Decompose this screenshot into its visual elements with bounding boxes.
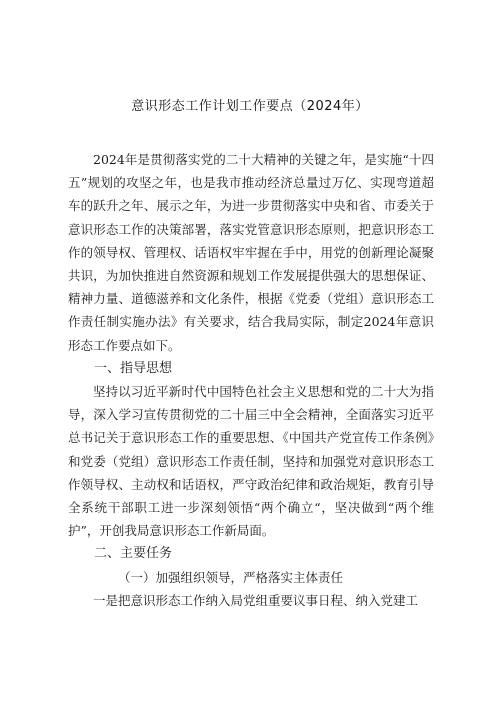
subsection-heading-organization: （一）加强组织领导，严格落实主体责任 <box>118 569 344 585</box>
document-body <box>68 148 434 612</box>
section-heading-guiding-ideology: 一、指导思想 <box>94 360 173 376</box>
intro-paragraph: 2024年是贯彻落实党的二十大精神的关键之年，是实施“十四五”规划的攻坚之年，也是我市推动经济总量过万亿、实现弯道超车的跃升之年、展示之年，为进一步贯彻落实中央和省、市委关于意识形态工作的决策部署，落实党管意识形态原则，把意识形态工作的领导权、管理权、话语权牢牢握在手中，用党的创新理论凝聚共识，为加快推进自然资源和规划工作发展提供强大的思想保证、精神力量、道德滋养和文化条件，根据《党委（党组）意识形态工作责任制实施办法》有关要求，结合我局实际，制定2024年意识形态工作要点如下。 <box>68 152 434 353</box>
main-tasks-paragraph: 一是把意识形态工作纳入局党组重要议事日程、纳入党建工 <box>93 592 419 608</box>
guiding-ideology-paragraph: 坚持以习近平新时代中国特色社会主义思想和党的二十大为指导，深入学习宣传贯彻党的二十届三中全会精神，全面落实习近平总书记关于意识形态工作的重要思想、《中国共产党宣传工作条例》和党委（党组）意识形态工作责任制，坚持和加强党对意识形态工作领导权、主动权和话语权，严守政治纪律和政治规矩，教育引导全系统干部职工进一步深刻领悟“两个确立“，坚决做到“两个维护”，开创我局意识形态工作新局面。 <box>68 384 434 539</box>
section-heading-main-tasks: 二、主要任务 <box>94 546 173 562</box>
document-title: 意识形态工作计划工作要点（2024年） <box>131 99 369 114</box>
